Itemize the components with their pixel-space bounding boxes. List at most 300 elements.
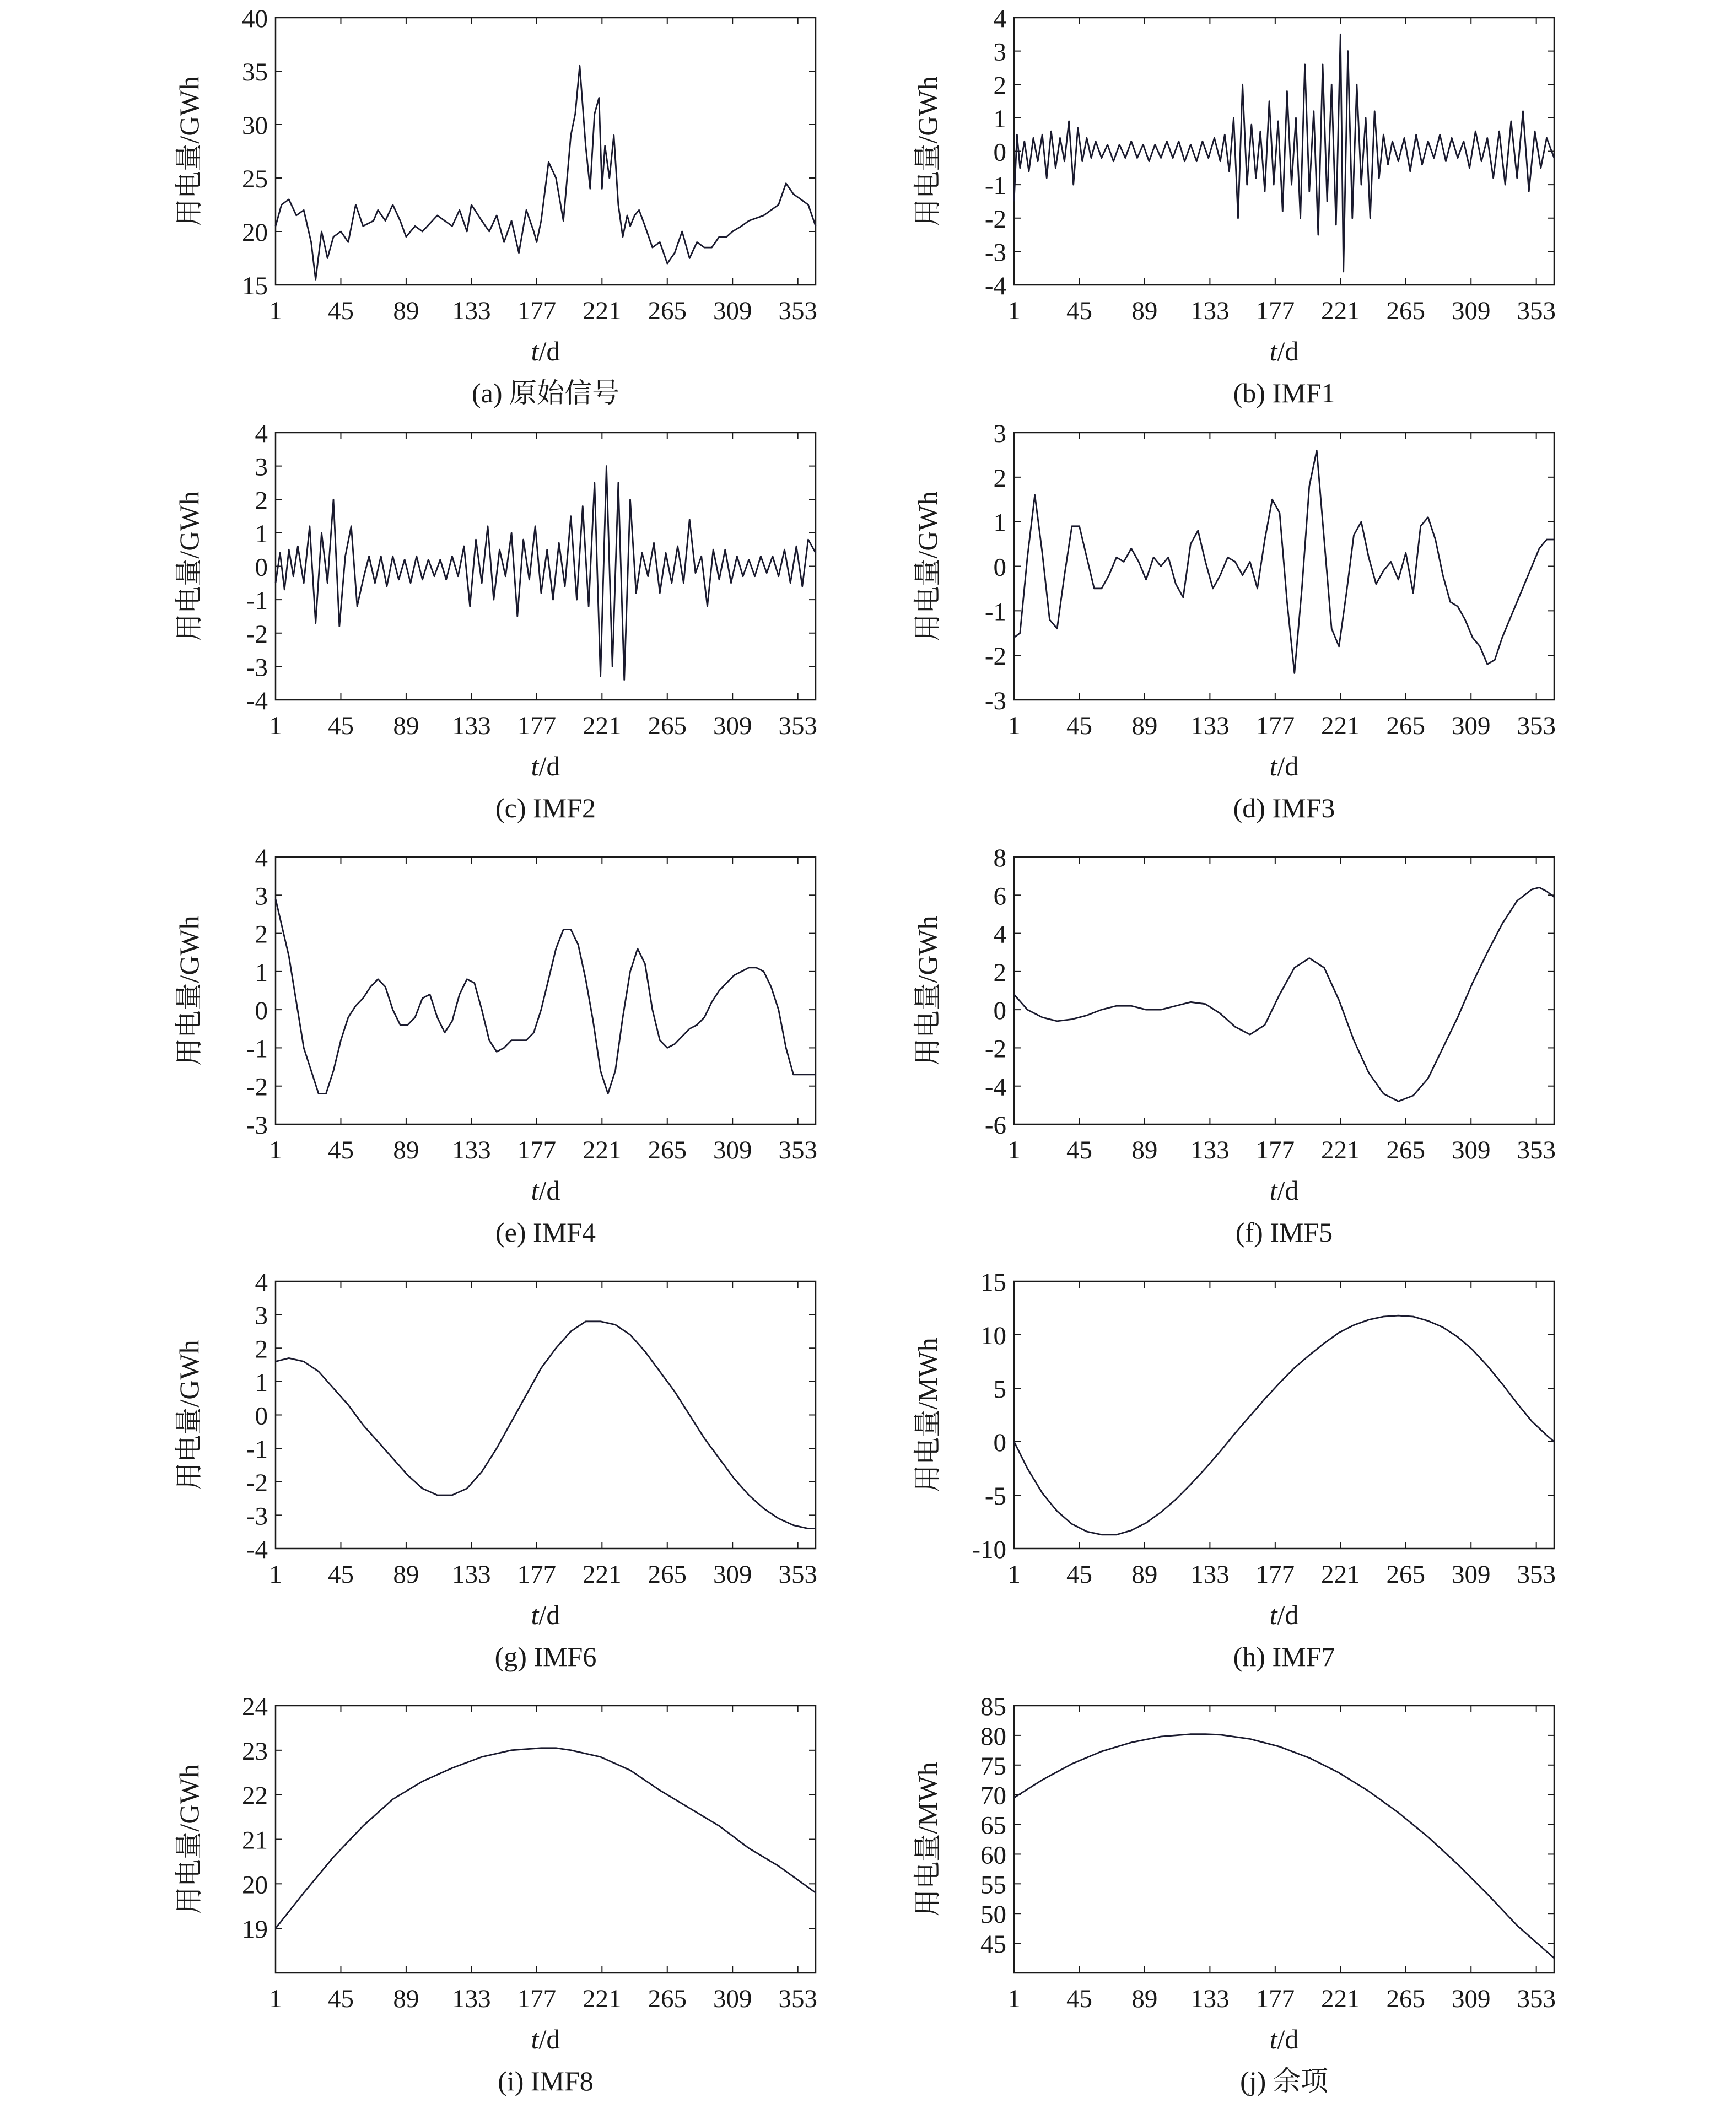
- data-point: [1101, 1534, 1102, 1535]
- data-point: [1019, 632, 1021, 634]
- data-point: [1308, 957, 1310, 959]
- data-point: [1071, 525, 1073, 527]
- y-tick-label: 40: [242, 4, 268, 33]
- y-tick-label: 60: [980, 1841, 1006, 1870]
- y-tick-label: 4: [255, 1268, 268, 1297]
- x-tick-label: 265: [1386, 1136, 1426, 1164]
- data-point: [333, 1070, 335, 1072]
- data-point: [1071, 1523, 1073, 1525]
- data-point: [1347, 50, 1349, 52]
- x-tick-label: 309: [1451, 296, 1491, 325]
- data-point: [644, 225, 646, 227]
- data-point: [741, 225, 742, 227]
- data-point: [377, 1441, 379, 1443]
- data-point: [1190, 543, 1192, 545]
- x-tick-label: 265: [1386, 1985, 1426, 2013]
- data-point: [1308, 1757, 1310, 1759]
- data-point: [1056, 1021, 1058, 1022]
- x-tick-label: 353: [778, 1560, 817, 1589]
- y-tick-label: 0: [993, 553, 1006, 582]
- data-point: [1427, 141, 1429, 142]
- data-point: [689, 1028, 691, 1029]
- data-point: [1108, 574, 1110, 576]
- x-tick-label: 177: [1255, 1985, 1295, 2013]
- x-tick-label: 89: [1131, 711, 1158, 740]
- data-point: [594, 113, 595, 115]
- data-point: [445, 579, 447, 580]
- data-point: [763, 215, 764, 217]
- data-point: [770, 986, 772, 988]
- data-point: [1457, 606, 1459, 607]
- y-tick-label: -3: [246, 1111, 268, 1140]
- data-point: [1027, 1009, 1028, 1011]
- data-point: [1042, 1492, 1043, 1494]
- data-point: [815, 1528, 817, 1529]
- data-point: [1064, 160, 1065, 162]
- data-point: [585, 1320, 586, 1322]
- x-tick-label: 221: [583, 1985, 622, 2013]
- data-point: [1130, 1530, 1132, 1532]
- data-point: [1353, 535, 1355, 536]
- data-point: [1338, 999, 1340, 1001]
- data-point: [1378, 177, 1380, 179]
- y-tick-label: 2: [255, 1335, 268, 1364]
- data-point: [1327, 201, 1328, 202]
- data-point: [570, 515, 572, 517]
- data-point: [563, 929, 564, 930]
- data-point: [696, 1024, 698, 1026]
- data-point: [385, 986, 386, 988]
- data-point: [719, 236, 720, 238]
- data-point: [807, 1074, 809, 1076]
- data-point: [1227, 557, 1228, 558]
- data-point: [585, 145, 586, 147]
- data-point: [1234, 561, 1236, 563]
- data-point: [778, 1518, 779, 1519]
- data-point: [614, 1070, 616, 1072]
- data-point: [1531, 1421, 1533, 1422]
- x-tick-label: 309: [1451, 1136, 1491, 1164]
- data-point: [1013, 201, 1015, 202]
- data-point: [666, 1047, 668, 1049]
- x-tick-label: 221: [1321, 296, 1360, 325]
- data-point: [1214, 137, 1215, 139]
- data-point: [763, 971, 764, 973]
- y-axis-label: 用电量/GWh: [912, 76, 943, 227]
- y-tick-label: 5: [993, 1375, 1006, 1404]
- data-point: [499, 549, 500, 551]
- x-tick-label: 1: [269, 1985, 282, 2013]
- data-point: [1463, 141, 1464, 142]
- data-point: [1457, 1336, 1459, 1338]
- x-tick-label: 89: [1131, 1136, 1158, 1164]
- data-point: [1486, 1365, 1488, 1367]
- y-tick-label: -3: [984, 687, 1006, 715]
- data-point: [1554, 157, 1555, 159]
- data-point: [1457, 1017, 1459, 1018]
- data-point: [338, 625, 340, 627]
- data-point: [614, 1324, 616, 1325]
- data-point: [1101, 1009, 1102, 1011]
- data-point: [1013, 1441, 1015, 1443]
- data-point: [608, 177, 610, 179]
- data-point: [707, 606, 708, 607]
- data-point: [1433, 157, 1435, 159]
- y-tick-label: 24: [242, 1692, 268, 1721]
- data-point: [1033, 137, 1034, 139]
- y-tick-label: 75: [980, 1751, 1006, 1781]
- data-point: [807, 539, 809, 541]
- data-point: [1420, 525, 1421, 527]
- data-point: [726, 236, 727, 238]
- data-point: [279, 552, 281, 554]
- data-point: [1331, 84, 1333, 85]
- x-tick-label: 177: [517, 296, 557, 325]
- data-point: [1071, 1018, 1073, 1020]
- data-point: [1398, 1315, 1399, 1317]
- data-point: [327, 582, 328, 584]
- data-point: [541, 1367, 542, 1369]
- data-point: [1427, 1320, 1429, 1322]
- x-tick-label: 221: [583, 1136, 622, 1164]
- y-tick-label: 4: [255, 419, 268, 448]
- data-point: [392, 1798, 393, 1800]
- data-point: [1264, 1398, 1266, 1400]
- data-point: [1037, 160, 1039, 162]
- data-point: [1516, 1924, 1518, 1926]
- data-point: [807, 204, 809, 206]
- x-tick-label: 353: [1517, 711, 1556, 740]
- y-tick-label: 85: [980, 1692, 1006, 1721]
- data-point: [594, 482, 595, 484]
- data-point: [724, 549, 726, 551]
- data-point: [1323, 1342, 1325, 1344]
- data-point: [1023, 141, 1025, 142]
- data-point: [518, 252, 520, 254]
- y-tick-label: 55: [980, 1870, 1006, 1900]
- x-tick-label: 353: [778, 711, 817, 740]
- data-point: [321, 231, 322, 233]
- data-point: [1264, 191, 1266, 192]
- data-point: [488, 1039, 490, 1041]
- data-point: [1130, 1741, 1132, 1743]
- data-point: [1220, 1734, 1221, 1735]
- data-point: [416, 556, 417, 557]
- data-point: [1340, 34, 1341, 35]
- data-point: [1042, 1779, 1043, 1781]
- data-point: [1531, 565, 1533, 567]
- y-tick-label: 8: [993, 844, 1006, 872]
- data-point: [1522, 110, 1524, 112]
- data-point: [1291, 184, 1292, 186]
- data-point: [1154, 144, 1156, 145]
- x-tick-label: 309: [713, 1985, 752, 2013]
- data-point: [1042, 552, 1043, 554]
- data-point: [1353, 1039, 1355, 1041]
- y-tick-label: 2: [255, 486, 268, 515]
- data-point: [1190, 1484, 1192, 1485]
- data-point: [570, 1749, 572, 1751]
- y-tick-label: 3: [255, 882, 268, 911]
- data-point: [1145, 1009, 1147, 1011]
- data-point: [1322, 64, 1324, 66]
- y-tick-label: 2: [993, 71, 1006, 100]
- x-tick-label: 265: [648, 296, 687, 325]
- data-point: [1293, 1367, 1295, 1369]
- x-tick-label: 177: [1255, 711, 1295, 740]
- data-point: [748, 220, 750, 222]
- data-point: [606, 465, 607, 467]
- data-point: [1205, 1003, 1206, 1005]
- data-point: [1190, 1001, 1192, 1003]
- data-point: [362, 225, 364, 227]
- data-point: [711, 247, 713, 249]
- y-tick-label: 2: [993, 463, 1006, 493]
- data-point: [1409, 171, 1411, 172]
- data-point: [1368, 1072, 1370, 1074]
- data-point: [505, 575, 506, 577]
- data-point: [1068, 121, 1070, 122]
- data-point: [1469, 167, 1470, 169]
- data-point: [1197, 530, 1199, 531]
- data-point: [1081, 160, 1083, 162]
- panel-caption: (i) IMF8: [498, 2066, 594, 2096]
- data-point: [1370, 217, 1371, 219]
- data-point: [1113, 160, 1114, 162]
- data-point: [1486, 1893, 1488, 1895]
- data-point: [471, 204, 472, 206]
- data-point: [1264, 539, 1266, 541]
- y-tick-label: -3: [246, 653, 268, 682]
- data-point: [1361, 184, 1362, 186]
- data-point: [1027, 1468, 1028, 1469]
- data-point: [436, 215, 438, 217]
- y-tick-label: 70: [980, 1781, 1006, 1810]
- y-axis-label: 用电量/GWh: [174, 76, 204, 227]
- data-point: [635, 592, 637, 594]
- data-point: [1356, 84, 1358, 85]
- y-tick-label: 45: [980, 1930, 1006, 1959]
- y-tick-label: -4: [984, 1072, 1006, 1102]
- data-point: [1494, 659, 1496, 661]
- data-point: [1368, 1791, 1370, 1792]
- data-point: [570, 929, 572, 930]
- x-tick-label: 133: [1190, 296, 1230, 325]
- y-tick-label: 30: [242, 111, 268, 140]
- data-point: [1115, 1005, 1117, 1007]
- data-point: [564, 586, 566, 587]
- data-point: [385, 220, 386, 222]
- data-point: [535, 525, 536, 527]
- x-tick-label: 177: [517, 711, 557, 740]
- data-point: [792, 193, 794, 195]
- data-point: [1338, 646, 1340, 648]
- data-point: [1205, 561, 1206, 563]
- data-point: [1351, 217, 1353, 219]
- data-point: [555, 177, 557, 179]
- data-point: [392, 1009, 393, 1011]
- data-point: [689, 1808, 691, 1809]
- data-point: [1498, 131, 1500, 132]
- data-point: [1442, 1047, 1444, 1049]
- data-point: [548, 978, 549, 980]
- data-point: [1554, 896, 1555, 898]
- x-tick-label: 1: [269, 1136, 282, 1164]
- x-tick-label: 45: [327, 296, 354, 325]
- data-point: [700, 556, 702, 557]
- data-point: [1442, 574, 1444, 576]
- data-point: [807, 1528, 809, 1529]
- data-point: [1392, 141, 1393, 142]
- y-tick-label: -10: [972, 1535, 1006, 1564]
- data-point: [800, 1074, 802, 1076]
- y-tick-label: 4: [993, 4, 1006, 33]
- data-point: [623, 679, 625, 681]
- data-point: [763, 1508, 764, 1509]
- data-point: [674, 1391, 676, 1393]
- data-point: [1279, 994, 1281, 995]
- data-point: [552, 599, 554, 601]
- y-tick-label: 0: [993, 996, 1006, 1026]
- data-point: [785, 1047, 787, 1049]
- data-point: [579, 65, 581, 67]
- data-point: [1546, 137, 1548, 139]
- data-point: [541, 592, 542, 594]
- data-point: [1160, 1512, 1162, 1513]
- x-tick-label: 177: [1255, 1136, 1295, 1164]
- data-point: [275, 582, 277, 584]
- data-point: [466, 978, 468, 980]
- data-point: [1282, 211, 1284, 212]
- data-point: [444, 1032, 446, 1033]
- data-point: [400, 220, 401, 222]
- x-tick-label: 353: [778, 1985, 817, 2013]
- data-point: [1249, 1034, 1251, 1036]
- data-point: [1546, 539, 1548, 541]
- data-point: [318, 1371, 320, 1372]
- data-point: [570, 134, 572, 136]
- data-point: [719, 579, 720, 580]
- data-point: [368, 556, 370, 557]
- data-point: [1130, 548, 1132, 549]
- data-point: [1207, 157, 1209, 159]
- panel-caption: (f) IMF5: [1235, 1217, 1333, 1248]
- data-point: [704, 1017, 705, 1018]
- data-point: [496, 1448, 498, 1449]
- data-point: [284, 589, 285, 591]
- data-point: [815, 552, 817, 554]
- x-axis-label: t/d: [531, 751, 560, 781]
- data-point: [1383, 570, 1384, 571]
- data-point: [1077, 127, 1079, 129]
- data-point: [481, 220, 483, 222]
- x-tick-label: 309: [713, 1136, 752, 1164]
- data-point: [321, 532, 322, 534]
- data-point: [589, 188, 591, 190]
- data-point: [1539, 887, 1540, 888]
- data-point: [674, 1043, 676, 1045]
- x-axis-label: t/d: [1269, 1175, 1299, 1206]
- data-point: [1516, 601, 1518, 603]
- data-point: [1398, 160, 1399, 162]
- data-point: [815, 1892, 817, 1894]
- y-axis-label: 用电量/GWh: [174, 491, 204, 641]
- data-point: [1353, 1324, 1355, 1326]
- x-tick-label: 221: [1321, 711, 1360, 740]
- data-point: [1279, 1746, 1281, 1748]
- data-point: [600, 1756, 601, 1758]
- data-point: [1481, 160, 1482, 162]
- data-point: [627, 215, 628, 217]
- data-point: [1257, 588, 1258, 590]
- y-tick-label: 1: [993, 508, 1006, 537]
- data-point: [588, 606, 590, 607]
- y-tick-label: 6: [993, 882, 1006, 911]
- data-point: [1220, 574, 1221, 576]
- data-point: [1346, 592, 1347, 594]
- x-tick-label: 89: [393, 1985, 419, 2013]
- data-point: [629, 1770, 631, 1771]
- data-point: [1540, 167, 1541, 169]
- data-point: [303, 1892, 305, 1894]
- y-tick-label: 3: [255, 1301, 268, 1330]
- x-axis-label: t/d: [1269, 336, 1299, 366]
- data-point: [570, 1331, 572, 1333]
- data-point: [344, 556, 346, 557]
- data-point: [451, 556, 453, 557]
- data-point: [1249, 561, 1251, 563]
- panel-caption: (d) IMF3: [1233, 792, 1335, 823]
- data-point: [784, 549, 785, 551]
- data-point: [1472, 982, 1474, 984]
- panel-caption: (b) IMF1: [1233, 378, 1335, 408]
- data-point: [1554, 1958, 1555, 1959]
- x-tick-label: 45: [327, 1985, 354, 2013]
- data-point: [1343, 271, 1344, 272]
- data-point: [463, 546, 465, 547]
- data-point: [1475, 131, 1476, 132]
- data-point: [651, 1009, 653, 1011]
- data-point: [398, 579, 400, 580]
- data-point: [1028, 171, 1030, 172]
- data-point: [1449, 601, 1451, 603]
- x-tick-label: 89: [1131, 1560, 1158, 1589]
- x-tick-label: 45: [1066, 1985, 1092, 2013]
- data-point: [1404, 137, 1405, 139]
- data-point: [1301, 588, 1303, 590]
- y-tick-label: -2: [984, 642, 1006, 671]
- data-point: [496, 215, 498, 217]
- data-point: [526, 1039, 527, 1041]
- data-point: [1457, 1863, 1459, 1865]
- data-point: [1279, 1382, 1281, 1384]
- data-point: [638, 209, 640, 211]
- data-point: [459, 994, 460, 995]
- data-point: [457, 575, 459, 577]
- x-tick-label: 265: [1386, 711, 1426, 740]
- data-point: [1439, 134, 1441, 136]
- data-point: [1249, 1738, 1251, 1740]
- data-point: [1101, 1751, 1102, 1752]
- data-point: [1064, 574, 1065, 576]
- data-point: [742, 575, 744, 577]
- data-point: [677, 546, 678, 547]
- data-point: [1361, 521, 1362, 522]
- y-tick-label: -2: [984, 1034, 1006, 1064]
- data-point: [1242, 574, 1243, 576]
- y-tick-label: 2: [993, 958, 1006, 987]
- data-point: [275, 225, 277, 227]
